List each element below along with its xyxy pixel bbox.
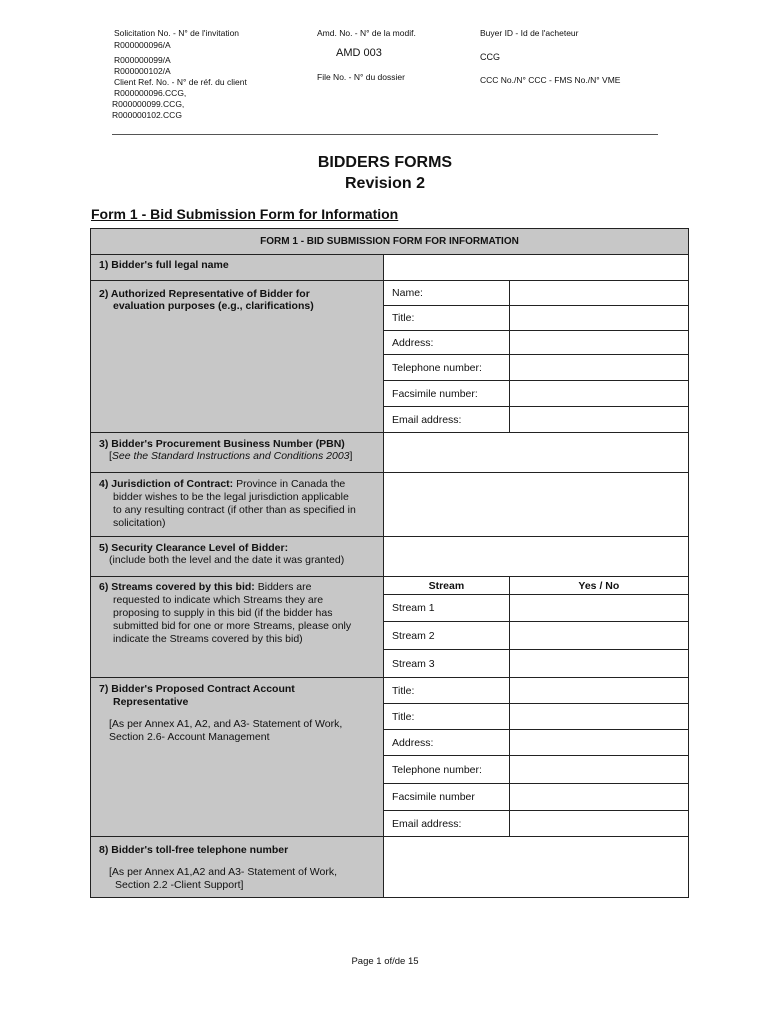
- toll-free-note-line2: Section 2.2 -Client Support]: [115, 879, 244, 891]
- rep-facsimile-label: Facsimile number:: [384, 381, 510, 407]
- streams-line: submitted bid for one or more Streams, please only: [113, 620, 352, 632]
- rep-telephone-label: Telephone number:: [384, 355, 510, 381]
- account-rep-title-label: Title:: [384, 678, 510, 704]
- authorized-rep-label-line1: 2) Authorized Representative of Bidder for: [99, 288, 310, 300]
- file-number-label: File No. - N° du dossier: [317, 72, 405, 82]
- stream-column-header: Stream: [384, 577, 510, 595]
- account-rep-title-label: Title:: [384, 704, 510, 730]
- rep-name-label: Name:: [384, 281, 510, 306]
- buyer-block: [480, 28, 620, 86]
- streams-label-rest: Bidders are: [254, 581, 312, 593]
- jurisdiction-line: to any resulting contract (if other than as specified in: [113, 504, 356, 516]
- jurisdiction-line: solicitation): [113, 517, 166, 529]
- page-subtitle: Revision 2: [344, 175, 426, 192]
- rep-title-label: Title:: [384, 306, 510, 331]
- amendment-block: [317, 28, 416, 83]
- page-title: BIDDERS FORMS: [317, 154, 453, 171]
- authorized-rep-label: [91, 281, 384, 433]
- security-clearance-note: (include both the level and the date it was granted): [109, 554, 345, 566]
- toll-free-label: [91, 837, 384, 898]
- jurisdiction-label-rest: Province in Canada the: [233, 478, 346, 490]
- amendment-value: AMD 003: [336, 47, 382, 59]
- account-rep-label-line1: 7) Bidder's Proposed Contract Account: [99, 683, 295, 695]
- account-rep-telephone-label: Telephone number:: [384, 756, 510, 784]
- jurisdiction-label-bold: 4) Jurisdiction of Contract:: [99, 478, 234, 490]
- legal-name-input[interactable]: [384, 255, 689, 281]
- account-rep-telephone-input[interactable]: [509, 756, 688, 784]
- account-rep-label: [91, 678, 384, 837]
- toll-free-input[interactable]: [384, 837, 689, 898]
- buyer-id-value: CCG: [480, 52, 500, 62]
- toll-free-note-line1: [As per Annex A1,A2 and A3- Statement of Work,: [109, 866, 338, 878]
- rep-email-input[interactable]: [509, 407, 688, 433]
- account-rep-facsimile-input[interactable]: [509, 784, 688, 811]
- client-ref-label: Client Ref. No. - N° de réf. du client: [114, 77, 247, 87]
- rep-name-input[interactable]: [509, 281, 688, 306]
- stream-3-label: Stream 3: [384, 650, 510, 678]
- stream-2-yes-no-input[interactable]: [509, 622, 688, 650]
- page-number: Page 1 of/de 15: [351, 956, 419, 967]
- account-rep-note-line1: [As per Annex A1, A2, and A3- Statement of Work,: [109, 718, 343, 730]
- pbn-note-open: [: [109, 450, 112, 462]
- jurisdiction-line: bidder wishes to be the legal jurisdiction applicable: [113, 491, 349, 503]
- rep-telephone-input[interactable]: [509, 355, 688, 381]
- legal-name-label: 1) Bidder's full legal name: [91, 255, 384, 281]
- account-rep-email-label: Email address:: [384, 811, 510, 837]
- ccc-number-label: CCC No./N° CCC - FMS No./N° VME: [480, 75, 621, 85]
- account-rep-address-input[interactable]: [509, 730, 688, 756]
- rep-title-input[interactable]: [509, 306, 688, 331]
- security-clearance-input[interactable]: [384, 537, 689, 577]
- account-rep-email-input[interactable]: [509, 811, 688, 837]
- account-rep-note-line2: Section 2.6- Account Management: [109, 731, 270, 743]
- bid-submission-form-table: [90, 228, 689, 898]
- rep-address-label: Address:: [384, 331, 510, 355]
- stream-2-label: Stream 2: [384, 622, 510, 650]
- rep-address-input[interactable]: [509, 331, 688, 355]
- security-clearance-label-text: 5) Security Clearance Level of Bidder:: [99, 542, 289, 554]
- pbn-label: [91, 433, 384, 473]
- rep-email-label: Email address:: [384, 407, 510, 433]
- form-table-header: FORM 1 - BID SUBMISSION FORM FOR INFORMATION: [91, 229, 689, 255]
- stream-1-label: Stream 1: [384, 595, 510, 622]
- solicitation-block: [114, 28, 247, 121]
- streams-line: requested to indicate which Streams they are: [113, 594, 324, 606]
- buyer-id-label: Buyer ID - Id de l'acheteur: [480, 28, 579, 38]
- pbn-note-close: ]: [349, 450, 353, 462]
- jurisdiction-input[interactable]: [384, 473, 689, 537]
- client-ref-value: R000000102.CCG: [112, 110, 182, 120]
- authorized-rep-label-line2: evaluation purposes (e.g., clarifications): [113, 300, 314, 312]
- solicitation-label: Solicitation No. - N° de l'invitation: [114, 28, 240, 38]
- form-heading: Form 1 - Bid Submission Form for Information: [91, 206, 399, 222]
- stream-1-yes-no-input[interactable]: [509, 595, 688, 622]
- header-divider: [112, 134, 658, 135]
- account-rep-label-line2: Representative: [113, 696, 189, 708]
- toll-free-label-text: 8) Bidder's toll-free telephone number: [99, 844, 289, 856]
- account-rep-title-input[interactable]: [509, 704, 688, 730]
- solicitation-value: R000000096/A: [114, 40, 171, 50]
- yes-no-column-header: Yes / No: [509, 577, 688, 595]
- solicitation-value: R000000099/A: [114, 55, 171, 65]
- stream-3-yes-no-input[interactable]: [509, 650, 688, 678]
- rep-facsimile-input[interactable]: [509, 381, 688, 407]
- account-rep-title-input[interactable]: [509, 678, 688, 704]
- client-ref-value: R000000099.CCG,: [112, 99, 185, 109]
- jurisdiction-label: [91, 473, 384, 537]
- streams-label-bold: 6) Streams covered by this bid:: [99, 581, 255, 593]
- streams-line: proposing to supply in this bid (if the bidder has: [113, 607, 333, 619]
- streams-label: [91, 577, 384, 678]
- pbn-note: See the Standard Instructions and Conditions 2003: [111, 450, 350, 462]
- streams-line: indicate the Streams covered by this bid): [113, 633, 303, 645]
- solicitation-value: R000000102/A: [114, 66, 171, 76]
- amendment-label: Amd. No. - N° de la modif.: [317, 28, 416, 38]
- pbn-input[interactable]: [384, 433, 689, 473]
- pbn-label-text: 3) Bidder's Procurement Business Number (PBN): [99, 438, 345, 450]
- client-ref-value: R000000096.CCG,: [114, 88, 187, 98]
- account-rep-address-label: Address:: [384, 730, 510, 756]
- account-rep-facsimile-label: Facsimile number: [384, 784, 510, 811]
- security-clearance-label: [91, 537, 384, 577]
